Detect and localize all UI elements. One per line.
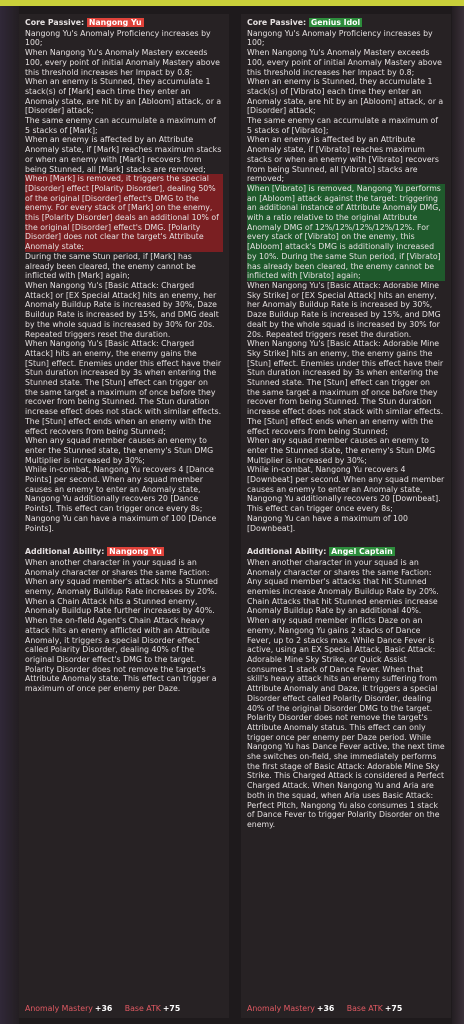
core-line: When Nangong Yu's Anomaly Mastery exceeds 100, every point of initial Anomaly Mastery above this threshold increases her Impact by 0.8;	[247, 48, 442, 77]
background-art-left	[0, 6, 19, 1024]
core-passive-name: Nangong Yu	[88, 18, 142, 27]
stat-label: Anomaly Mastery	[247, 1004, 315, 1014]
core-line: When an enemy is Stunned, they accumulate 1 stack(s) of [Vibrato] each time they enter an Anomaly state, are hit by an [Abloom] attack, or a [Disorder] attack;	[247, 77, 444, 116]
stat-label: Base ATK	[346, 1004, 383, 1014]
additional-ability-heading	[247, 547, 445, 557]
additional-ability-text: When another character in your squad is an Anomaly character or shares the same Faction: When any squad member's attack hits a Stunned enemy, Anomaly Buildup Rate increases by 20%. When a Chain Attack hits a Stunned enemy, Anomaly Buildup Rate further increases by 40%. When the on-field Agent's Chain Attack heavy attack hits an enemy afflicted with an Attribute Anomaly, it triggers a special Disorder effect called Polarity Disorder, dealing 40% of the original Disorder effect's DMG to the target. Polarity Disorder does not remove the target's Attribute Anomaly state. This effect can trigger a maximum of once per enemy per Daze.	[25, 557, 218, 694]
background-art-right	[452, 6, 464, 1024]
additional-ability-name: Angel Captain	[331, 547, 393, 557]
core-passive-block	[25, 18, 223, 533]
core-passive-label: Core Passive:	[247, 18, 307, 27]
left-panel	[19, 14, 229, 1018]
additional-ability-block	[247, 547, 445, 829]
stat-value: +75	[384, 1004, 403, 1014]
core-line: When Nangong Yu's [Basic Attack: Charged Attack] or [EX Special Attack] hits an enemy, her Anomaly Buildup Rate is increased by 30%, Daze Buildup Rate is increased by 15%, and DMG dealt by the whole squad is increased by 30% for 20s. Repeated triggers reset the duration.	[25, 280, 219, 339]
core-passive-heading	[247, 18, 445, 28]
stat-value: +75	[162, 1004, 181, 1014]
additional-ability-name: Nangong Yu	[109, 547, 162, 557]
core-line: During the same Stun period, if [Mark] has already been cleared, the enemy cannot be inflicted with [Mark] again;	[25, 251, 196, 281]
core-passive-name: Genius Idol	[310, 18, 361, 27]
core-line: When an enemy is affected by an Attribute Anomaly state, if [Mark] reaches maximum stacks or when an enemy with [Mark] recovers from being Stunned, all [Mark] stacks are removed;	[25, 135, 222, 174]
additional-ability-block	[25, 547, 223, 694]
core-line: Nangong Yu can have a maximum of 100 [Downbeat].	[247, 513, 408, 533]
additional-ability-label: Additional Ability:	[247, 547, 327, 557]
core-passive-block	[247, 18, 445, 533]
stat-bonuses	[247, 1004, 412, 1014]
stat-bonuses	[25, 1004, 190, 1014]
core-line: Nangong Yu can have a maximum of 100 [Dance Points].	[25, 513, 217, 533]
core-line: When an enemy is affected by an Attribute Anomaly state, if [Vibrato] reaches maximum stacks or when an enemy with [Vibrato] recovers from being Stunned, all [Vibrato] stacks are removed;	[247, 135, 439, 184]
stat-label: Base ATK	[124, 1004, 161, 1014]
core-line-highlight: When [Vibrato] is removed, Nangong Yu performs an [Abloom] attack against the target: triggering an additional instance of Attribute Anomaly DMG, with a ratio relative to the original Attribute Anomaly DMG of 12%/12%/12%/12%/12%. For every stack of [Vibrato] on the enemy, this [Abloom] attack's DMG is additionally increased by 10%. During the same Stun period, if [Vibrato] has already been cleared, the enemy cannot be inflicted with [Vibrato] again;	[247, 184, 445, 281]
core-line: Nangong Yu's Anomaly Proficiency increases by 100;	[25, 28, 211, 48]
top-banner	[0, 0, 464, 6]
core-line: When an enemy is Stunned, they accumulate 1 stack(s) of [Mark] each time they enter an Anomaly state, are hit by an [Abloom] attack, or a [Disorder] attack;	[25, 77, 222, 116]
core-line: Nangong Yu's Anomaly Proficiency increases by 100;	[247, 28, 433, 48]
additional-ability-label: Additional Ability:	[25, 547, 105, 557]
core-passive-label: Core Passive:	[25, 18, 85, 27]
stat-value: +36	[316, 1004, 335, 1014]
core-line-highlight: When [Mark] is removed, it triggers the special [Disorder] effect [Polarity Disorder], dealing 50% of the original [Disorder] effect's DMG to the enemy. For every stack of [Mark] on the enemy, this [Polarity Disorder] deals an additional 10% of the original [Disorder] effect's DMG. [Polarity Disorder] does not clear the target's Attribute Anomaly state;	[25, 174, 223, 252]
additional-ability-text: When another character in your squad is an Anomaly character or shares the same Faction: Any squad member's attacks that hit Stunned enemies increase Anomaly Buildup Rate by 20%. Chain Attacks that hit Stunned enemies increase Anomaly Buildup Rate by an additional 40%. When any squad member inflicts Daze on an enemy, Nangong Yu gains 2 stacks of Dance Fever, up to 2 stacks max. While Dance Fever is active, using an EX Special Attack, Basic Attack: Adorable Mine Sky Strike, or Quick Assist consumes 1 stack of Dance Fever. When that skill's heavy attack hits an enemy suffering from Attribute Anomaly and Daze, it triggers a special Disorder effect called Polarity Disorder, dealing 40% of the original Disorder DMG to the target. Polarity Disorder does not remove the target's Attribute Anomaly status. This effect can only trigger once per enemy per Daze period. While Nangong Yu has Dance Fever active, the next time she switches on-field, she immediately performs the first stage of Basic Attack: Adorable Mine Sky Strike. This Charged Attack is considered a Perfect Charged Attack. When Nangong Yu and Aria are both in the squad, when Aria uses Basic Attack: Perfect Pitch, Nangong Yu also consumes 1 stack of Dance Fever to trigger Polarity Disorder on the enemy.	[247, 557, 445, 829]
stat-label: Anomaly Mastery	[25, 1004, 93, 1014]
core-line: When Nangong Yu's [Basic Attack: Charged Attack] hits an enemy, the enemy gains the [Stun] effect. Enemies under this effect have their Stun duration increased by 3s when entering the Stunned state. The [Stun] effect can trigger on the same target a maximum of once before they recover from being Stunned. The Stun duration increase effect does not stack with similar effects. The [Stun] effect ends when an enemy with the effect recovers from being Stunned;	[25, 339, 222, 436]
core-line: When Nangong Yu's [Basic Attack: Adorable Mine Sky Strike] hits an enemy, the enemy gains the [Stun] effect. Enemies under this effect have their Stun duration increased by 3s when entering the Stunned state. The [Stun] effect can trigger on the same target a maximum of once before they recover from being Stunned. The Stun duration increase effect does not stack with similar effects. The [Stun] effect ends when an enemy with the effect recovers from being Stunned;	[247, 339, 444, 436]
core-line: While in-combat, Nangong Yu recovers 4 [Downbeat] per second. When any squad member causes an enemy to enter an Anomaly state, Nangong Yu additionally recovers 20 [Downbeat]. This effect can trigger once every 8s;	[247, 465, 445, 514]
core-passive-heading	[25, 18, 223, 28]
core-line: While in-combat, Nangong Yu recovers 4 [Dance Points] per second. When any squad member causes an enemy to enter an Anomaly state, Nangong Yu additionally recovers 20 [Dance Points]. This effect can trigger once every 8s;	[25, 465, 214, 514]
core-line: When Nangong Yu's [Basic Attack: Adorable Mine Sky Strike] or [EX Special Attack] hits an enemy, her Anomaly Buildup Rate is increased by 30%, Daze Buildup Rate is increased by 15%, and DMG dealt by the whole squad is increased by 30% for 20s. Repeated triggers reset the duration.	[247, 280, 441, 339]
core-line: When any squad member causes an enemy to enter the Stunned state, the enemy's Stun DMG Multiplier is increased by 30%;	[25, 436, 214, 465]
core-line: When any squad member causes an enemy to enter the Stunned state, the enemy's Stun DMG Multiplier is increased by 30%;	[247, 436, 436, 465]
core-line: The same enemy can accumulate a maximum of 5 stacks of [Vibrato];	[247, 116, 439, 135]
core-line: The same enemy can accumulate a maximum of 5 stacks of [Mark];	[25, 116, 217, 135]
right-panel	[241, 14, 451, 1018]
additional-ability-heading	[25, 547, 223, 557]
core-line: When Nangong Yu's Anomaly Mastery exceeds 100, every point of initial Anomaly Mastery above this threshold increases her Impact by 0.8;	[25, 48, 220, 77]
stat-value: +36	[94, 1004, 113, 1014]
